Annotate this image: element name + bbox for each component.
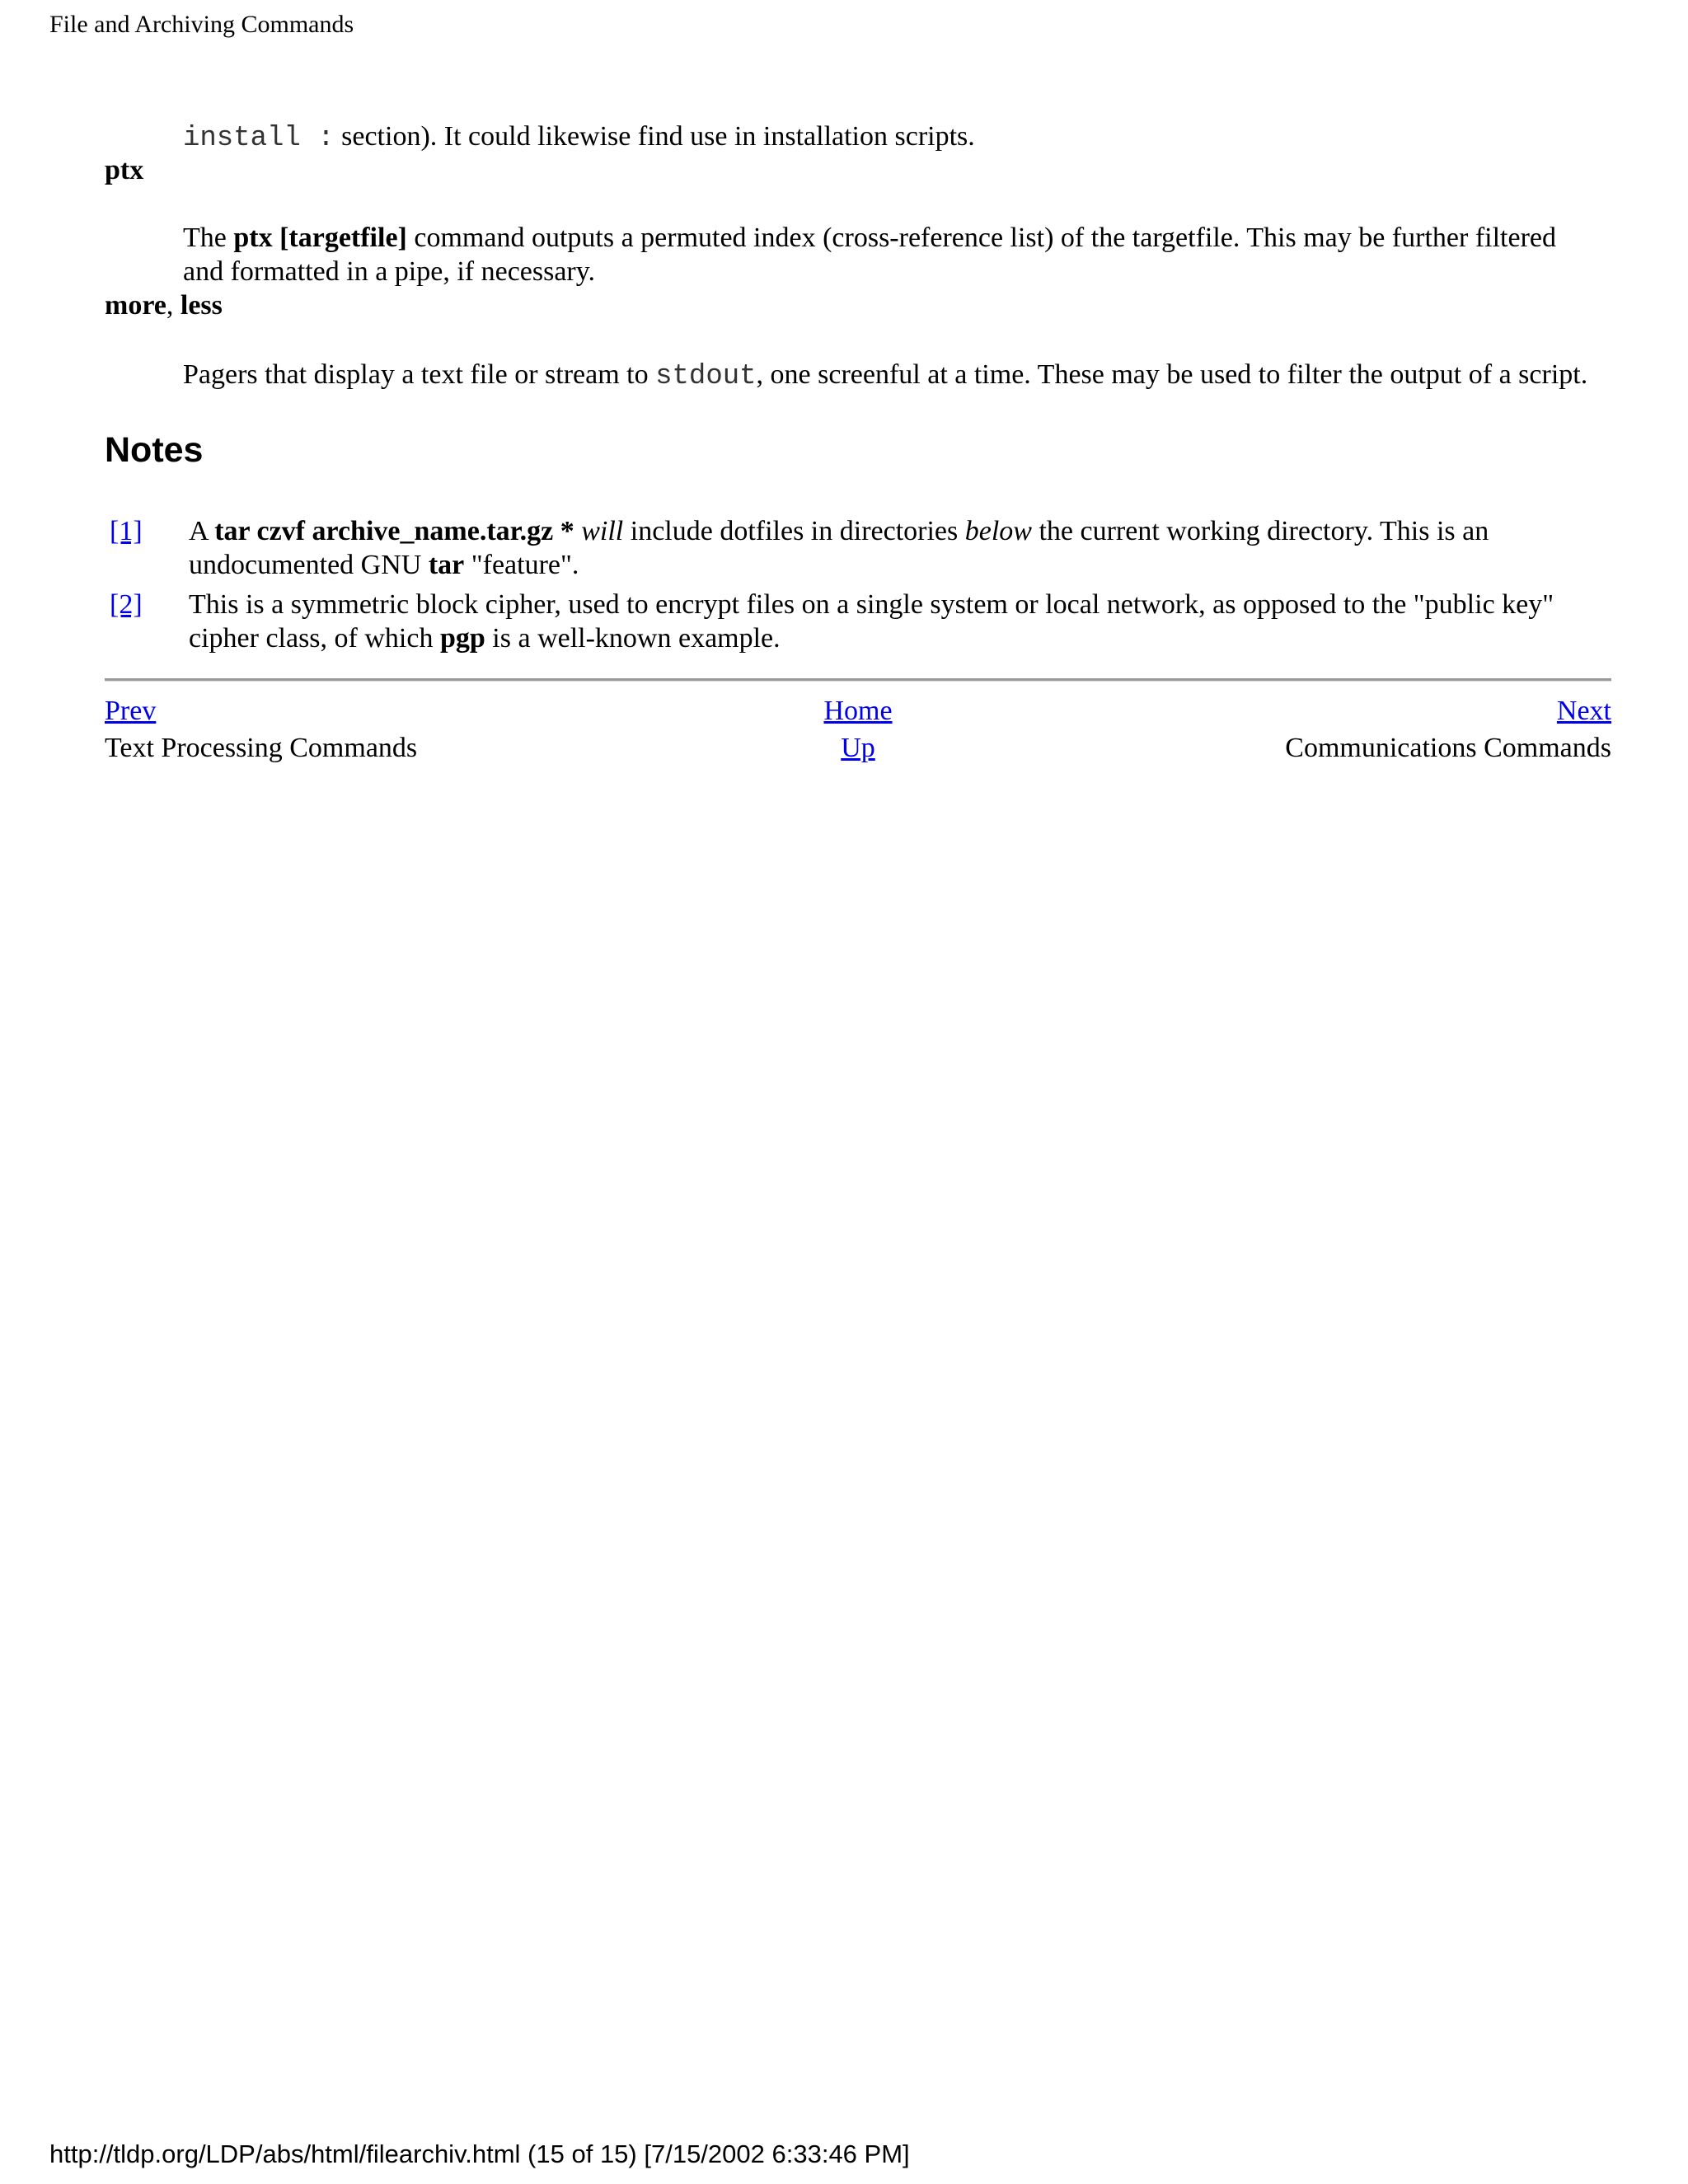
fn1-text-c: include dotfiles in directories [623, 516, 965, 546]
fn1-tar: tar [428, 550, 465, 580]
install-code: install : [183, 123, 335, 154]
nav-center-cell [105, 694, 1611, 728]
fn2-text-b: is a well-known example. [485, 623, 781, 654]
fn2-pgp: pgp [439, 623, 485, 654]
next-link[interactable]: Next [1556, 696, 1611, 726]
up-link[interactable]: Up [841, 733, 875, 763]
fn1-text-e: "feature". [464, 550, 579, 580]
install-rest: section). It could likewise find use in installation scripts. [334, 121, 975, 152]
fn1-emphasis-below: below [964, 516, 1032, 546]
ptx-description [183, 221, 1601, 288]
ptx-desc-pre: The [183, 223, 234, 253]
more-less-description [183, 358, 1601, 394]
fn2-text-a: This is a symmetric block cipher, used to encrypt files on a single system or local network, as opposed to the "public key" cipher class, of which [189, 589, 1554, 654]
fn1-text-d: the current working directory. This is an undocumented GNU [189, 516, 1489, 580]
pagers-desc-pre: Pagers that display a text file or stream to [183, 359, 656, 390]
term-more-less [105, 288, 223, 322]
page-footer-url: http://tldp.org/LDP/abs/html/filearchiv.html (15 of 15) [7/15/2002 6:33:46 PM] [49, 2139, 910, 2168]
fn1-command: tar czvf archive_name.tar.gz * [214, 516, 574, 546]
page-header-title: File and Archiving Commands [49, 11, 354, 38]
footnote-text-1 [189, 514, 1598, 582]
footnote-link-2[interactable]: [2] [110, 589, 143, 620]
home-link[interactable]: Home [823, 696, 893, 726]
footnote-text-2 [189, 588, 1598, 655]
ptx-command: ptx [targetfile] [233, 223, 407, 253]
footnote-link-1[interactable]: [1] [110, 516, 143, 546]
fn1-text-a: A [189, 516, 215, 546]
fn1-text-b [574, 516, 582, 546]
term-less: less [180, 290, 223, 321]
prev-link[interactable]: Prev [105, 696, 157, 726]
next-title: Communications Commands [1285, 733, 1611, 763]
fn1-emphasis-will: will [581, 516, 624, 546]
install-continuation [183, 120, 1601, 156]
notes-heading: Notes [105, 430, 204, 470]
term-ptx: ptx [105, 155, 144, 185]
prev-title: Text Processing Commands [105, 733, 418, 763]
ptx-desc-post: command outputs a permuted index (cross-reference list) of the targetfile. This may be further filtered and formatted in a pipe, if necessary. [183, 223, 1557, 287]
term-more: more [105, 290, 166, 321]
navigation-divider [105, 678, 1611, 682]
stdout-code: stdout [655, 361, 757, 392]
term-separator: , [166, 290, 181, 321]
pagers-desc-post: , one screenful at a time. These may be used to filter the output of a script. [756, 359, 1588, 390]
